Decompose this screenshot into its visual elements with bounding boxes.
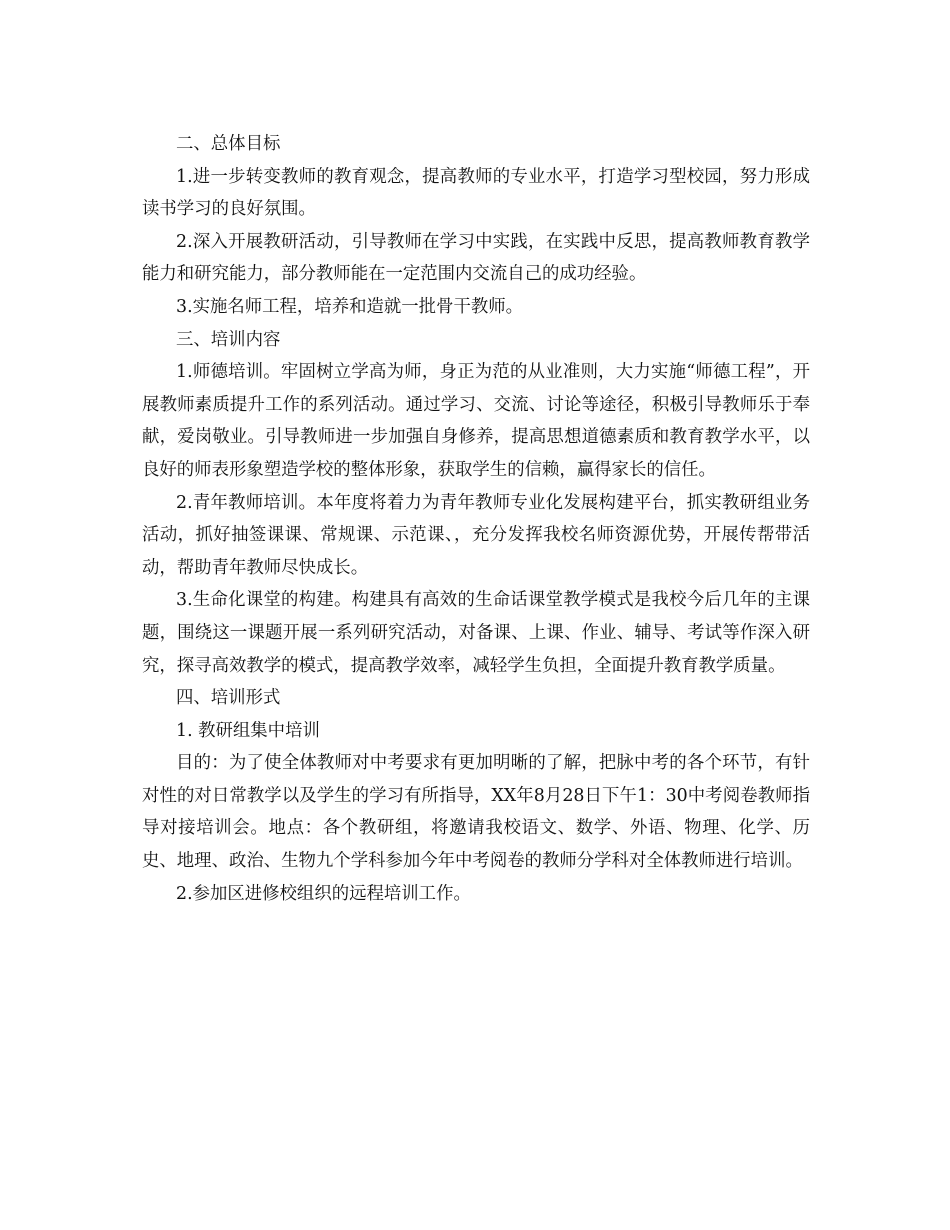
- paragraph-content-2: 2.青年教师培训。本年度将着力为青年教师专业化发展构建平台，抓实教研组业务活动，抓好抽签课课、常规课、示范课、，充分发挥我校名师资源优势，开展传帮带活动，帮助青年教师尽快成长。: [142, 492, 810, 578]
- section-heading-overall-goals: 二、总体目标: [176, 134, 281, 154]
- paragraph-goal-3: 3.实施名师工程，培养和造就一批骨干教师。: [176, 296, 524, 317]
- document-body: [142, 128, 810, 910]
- paragraph-goal-1: 1.进一步转变教师的教育观念，提高教师的专业水平，打造学习型校园，努力形成读书学习的良好氛围。: [142, 166, 810, 220]
- section-heading-training-format: 四、培训形式: [176, 688, 281, 709]
- paragraph-content-3: 3.生命化课堂的构建。构建具有高效的生命话课堂教学模式是我校今后几年的主课题，围绕这一课题开展一系列研究活动，对备课、上课、作业、辅导、考试等作深入研究，探寻高效教学的模式，提高教学效率，减轻学生负担，全面提升教育教学质量。: [142, 590, 810, 676]
- section-heading-training-content: 三、培训内容: [176, 329, 281, 350]
- paragraph-format-2: 2.参加区进修校组织的远程培训工作。: [176, 883, 471, 904]
- paragraph-format-1-body: 目的：为了使全体教师对中考要求有更加明晰的了解，把脉中考的各个环节，有针对性的对日常教学以及学生的学习有所指导，XX年8月28日下午1：30中考阅卷教师指导对接培训会。地点：各个教研组，将邀请我校语文、数学、外语、物理、化学、历史、地理、政治、生物九个学科参加今年中考阅卷的教师分学科对全体教师进行培训。: [142, 753, 810, 872]
- paragraph-content-1: 1.师德培训。牢固树立学高为师，身正为范的从业准则，大力实施“师德工程”，开展教师素质提升工作的系列活动。通过学习、交流、讨论等途径，积极引导教师乐于奉献，爱岗敬业。引导教师进一步加强自身修养，提高思想道德素质和教育教学水平，以良好的师表形象塑造学校的整体形象，获取学生的信赖，赢得家长的信任。: [142, 362, 810, 480]
- paragraph-goal-2: 2.深入开展教研活动，引导教师在学习中实践，在实践中反思，提高教师教育教学能力和研究能力，部分教师能在一定范围内交流自己的成功经验。: [142, 231, 810, 285]
- paragraph-format-1-heading: 1. 教研组集中培训: [176, 720, 320, 741]
